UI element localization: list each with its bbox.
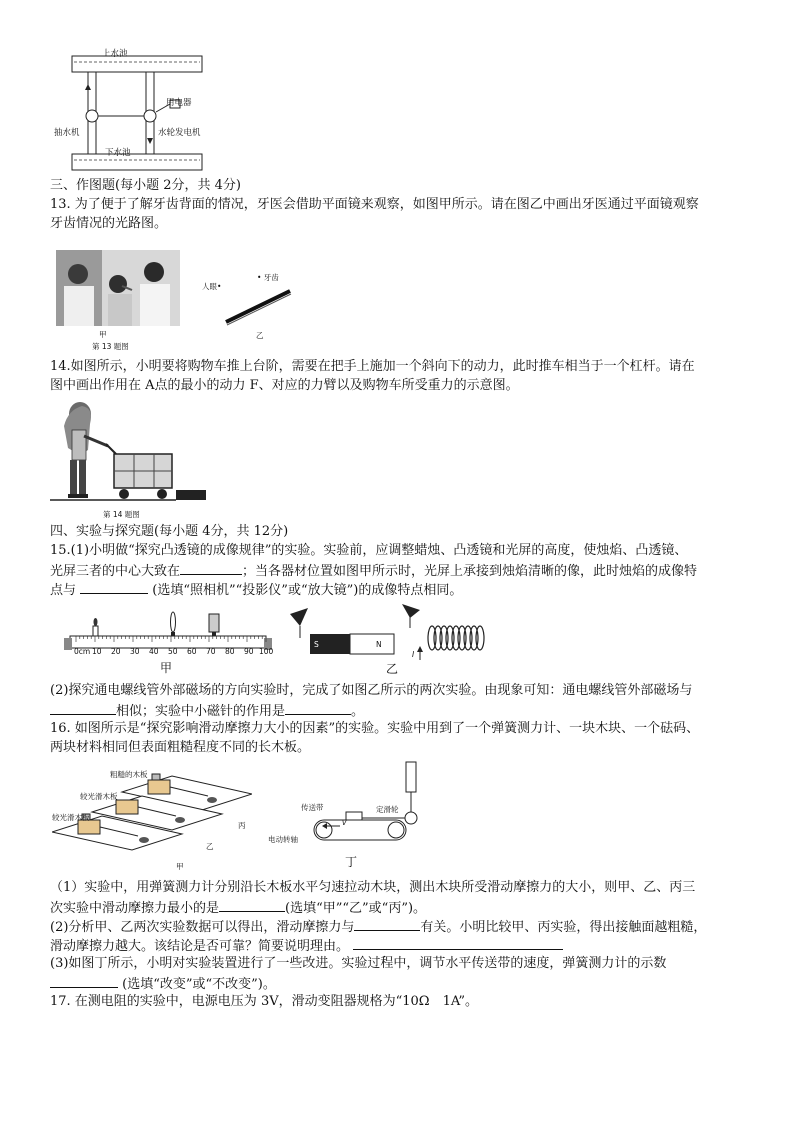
tick-label: 20 <box>111 647 121 656</box>
dentist-photo <box>56 250 180 326</box>
pump-label: 抽水机 <box>54 128 80 138</box>
q16-3-line1: (3)如图丁所示，小明对实验装置进行了一些改进。实验过程中，调节水平传送带的速度，弹簧测力计的示数 <box>50 956 667 971</box>
q15-line3 <box>50 579 462 600</box>
tick-label: 40 <box>149 647 159 656</box>
smooth-board-label-2: 较光滑木板 <box>52 813 90 822</box>
tick-label: 60 <box>187 647 197 656</box>
rough-board-label: 粗糙的木板 <box>110 770 148 779</box>
tick-label: 70 <box>206 647 216 656</box>
tick-label: 100 <box>259 647 274 656</box>
q16-1-line1: （1）实验中，用弹簧测力计分别沿长木板水平匀速拉动木块，测出木块所受滑动摩擦力的大小，则甲、乙、丙三 <box>50 880 696 895</box>
lower-pool-label: 下水池 <box>105 148 131 158</box>
q17-line1: 17. 在测电阻的实验中，电源电压为 3V，滑动变阻器规格为“10Ω 1A”。 <box>50 994 478 1009</box>
q13-yi-label: 乙 <box>256 331 264 340</box>
board-yi-label: 乙 <box>206 842 214 851</box>
water-cycle-figure <box>66 48 216 178</box>
q16-2-line1 <box>50 916 706 937</box>
q15-line1: 15.(1)小明做“探究凸透镜的成像规律”的实验。实验前，应调整蜡烛、凸透镜和光屏的高度，使烛焰、凸透镜、 <box>50 543 688 558</box>
q15-line2-a: 光屏三者的中心大致在 <box>50 564 181 579</box>
q15-yi-label: 乙 <box>386 662 399 676</box>
q16-2-line2 <box>50 935 563 956</box>
q13-line2: 牙齿情况的光路图。 <box>50 216 168 231</box>
q15-line2-b: ；当各器材位置如图甲所示时，光屏上承接到烛焰清晰的像，此时烛焰的成像特 <box>242 564 698 579</box>
q16-2-line2-text: 滑动摩擦力越大。该结论是否可靠？简要说明理由。 <box>50 939 350 954</box>
magnet-solenoid-figure <box>286 602 492 664</box>
magnet-s-pole: S <box>314 640 319 649</box>
q16-1-line2 <box>50 897 426 918</box>
velocity-label: v <box>342 818 347 827</box>
q16-3-line2-text: (选填“改变”或“不改变”)。 <box>122 977 276 992</box>
q16-3-line2 <box>50 973 276 994</box>
q15-2-line1: (2)探究通电螺线管外部磁场的方向实验时，完成了如图乙所示的两次实验。由现象可知：通电螺线管外部磁场与 <box>50 683 693 698</box>
bench-tick-labels <box>64 647 274 657</box>
q15-line3-b: (选填“照相机”“投影仪”或“放大镜”)的成像特点相同。 <box>152 583 463 598</box>
conveyor-ding-label: 丁 <box>345 855 358 869</box>
q14-line2: 图中画出作用在 A点的最小的动力 F、对应的力臂以及购物车所受重力的示意图。 <box>50 378 519 393</box>
belt-label: 传送带 <box>301 803 324 812</box>
q16-1-line2-a: 次实验中滑动摩擦力最小的是 <box>50 901 220 916</box>
q15-jia-label: 甲 <box>160 661 173 675</box>
board-bing-label: 丙 <box>238 821 246 830</box>
smooth-board-label-1: 较光滑木板 <box>80 792 118 801</box>
q13-caption: 第 13 题图 <box>92 342 129 351</box>
generator-label: 水轮发电机 <box>158 128 201 138</box>
section4-heading: 四、实验与探究题(每小题 4分，共 12分) <box>50 524 289 539</box>
q15-2-line2-a: 相似；实验中小磁针的作用是 <box>116 704 286 719</box>
pulley-label: 定滑轮 <box>376 805 399 814</box>
tick-label: 90 <box>244 647 254 656</box>
appliance-label: 用电器 <box>166 98 192 108</box>
tooth-point: • 牙齿 <box>257 273 279 282</box>
q16-blank-4[interactable] <box>50 973 118 988</box>
q15-blank-2[interactable] <box>80 579 148 594</box>
q16-2-line1-b: 有关。小明比较甲、丙实验，得出接触面越粗糙， <box>420 920 707 935</box>
q15-blank-4[interactable] <box>285 700 351 715</box>
q14-caption: 第 14 题图 <box>103 510 140 519</box>
q15-blank-1[interactable] <box>180 560 242 575</box>
q16-blank-3[interactable] <box>353 935 563 950</box>
q16-blank-1[interactable] <box>219 897 285 912</box>
current-label: I <box>412 650 415 659</box>
q15-2-line2-b: 。 <box>351 704 365 719</box>
board-jia-label: 甲 <box>176 862 184 871</box>
magnet-n-pole: N <box>376 640 382 649</box>
tick-label: 50 <box>168 647 178 656</box>
q16-2-line1-a: (2)分析甲、乙两次实验数据可以得出，滑动摩擦力与 <box>50 920 355 935</box>
q15-2-line2 <box>50 700 364 721</box>
eye-point: 人眼• <box>202 282 222 291</box>
motor-label: 电动转轴 <box>268 835 298 844</box>
q16-blank-2[interactable] <box>354 916 420 931</box>
q15-line2 <box>50 560 697 581</box>
q15-line3-a: 点与 <box>50 583 77 598</box>
q16-line2: 两块材料相同但表面粗糙程度不同的长木板。 <box>50 740 311 755</box>
upper-pool-label: 上水池 <box>102 49 128 59</box>
q13-line1: 13. 为了便于了解牙齿背面的情况，牙医会借助平面镜来观察，如图甲所示。请在图乙中画出牙医通过平面镜观察 <box>50 197 699 212</box>
q13-jia-label: 甲 <box>99 330 107 339</box>
tick-label: 80 <box>225 647 235 656</box>
tick-label: 10 <box>92 647 102 656</box>
q14-line1: 14.如图所示，小明要将购物车推上台阶，需要在把手上施加一个斜向下的动力，此时推车相当于一个杠杆。请在 <box>50 359 695 374</box>
tick-label: 0cm <box>74 647 91 656</box>
shopping-cart-figure <box>50 396 210 508</box>
q15-blank-3[interactable] <box>50 700 116 715</box>
q16-line1: 16. 如图所示是“探究影响滑动摩擦力大小的因素”的实验。实验中用到了一个弹簧测力计、一块木块、一个砝码、 <box>50 721 700 736</box>
q16-1-line2-b: (选填“甲”“乙”或“丙”)。 <box>285 901 427 916</box>
tick-label: 30 <box>130 647 140 656</box>
section3-heading: 三、作图题(每小题 2分，共 4分) <box>50 178 241 193</box>
